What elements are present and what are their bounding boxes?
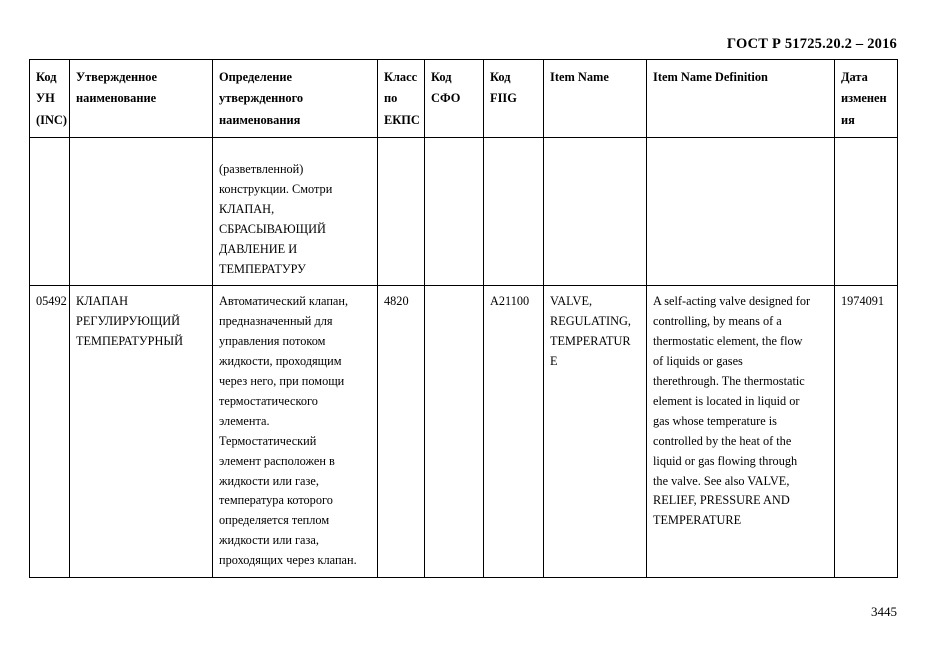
cell-fiig-code <box>484 137 544 285</box>
cell-ekps-class <box>378 137 425 285</box>
cell-approved-name <box>70 137 213 285</box>
cell-fiig-code <box>484 286 544 578</box>
text-line: TEMPERATURE <box>653 513 742 528</box>
header-line: СФО <box>431 91 461 106</box>
text-line: температура которого <box>219 493 333 508</box>
cell-ekps-class <box>378 286 425 578</box>
text-line: управления потоком <box>219 334 326 349</box>
cell-sfo-code <box>425 286 484 578</box>
header-line: Item Name Definition <box>653 70 768 84</box>
text-line: Автоматический клапан, <box>219 294 349 309</box>
text-line: liquid or gas flowing through <box>653 453 798 468</box>
table-body <box>30 137 898 577</box>
header-line: ЕКПС <box>384 112 420 127</box>
text-line: controlling, by means of a <box>653 314 782 329</box>
text-line: конструкции. Смотри <box>219 181 333 196</box>
text-line: thermostatic element, the flow <box>653 334 803 349</box>
header-line: изменен <box>841 91 887 106</box>
text-line: элемент расположен в <box>219 453 335 468</box>
header-line: Класс <box>384 70 418 84</box>
text-line: Термостатический <box>219 433 317 448</box>
cell-item-name <box>544 137 647 285</box>
text-line: жидкости или газе, <box>219 473 319 488</box>
text-line: через него, при помощи <box>219 374 345 389</box>
column-header-item-name <box>544 60 647 138</box>
header-line: Утвержденное <box>76 70 157 84</box>
spacer <box>219 144 372 160</box>
cell-item-name-definition <box>647 137 835 285</box>
standard-terms-table <box>29 59 898 578</box>
page-number: 3445 <box>871 604 897 619</box>
text-line: ТЕМПЕРАТУРНЫЙ <box>76 334 183 349</box>
table-row <box>30 286 898 578</box>
header-line: (INC) <box>36 112 67 127</box>
cell-inc-code <box>30 137 70 285</box>
text-line: controlled by the heat of the <box>653 433 792 448</box>
header-line: Код <box>431 70 452 84</box>
column-header-fiig-code <box>484 60 544 138</box>
header-line: Определение <box>219 70 293 84</box>
text-line: определяется теплом <box>219 513 330 528</box>
text-line: gas whose temperature is <box>653 413 777 428</box>
text-line: of liquids or gases <box>653 354 743 369</box>
text-line: VALVE, <box>550 294 593 309</box>
text-line: проходящих через клапан. <box>219 553 357 568</box>
text-line: REGULATING, <box>550 314 631 329</box>
text-line: РЕГУЛИРУЮЩИЙ <box>76 314 181 329</box>
column-header-approved-name <box>70 60 213 138</box>
header-line: УН <box>36 91 55 106</box>
table-header-row <box>30 60 898 138</box>
text-line: 1974091 <box>841 294 885 309</box>
cell-item-name-definition <box>647 286 835 578</box>
text-line: ТЕМПЕРАТУРУ <box>219 261 306 276</box>
cell-definition <box>213 137 378 285</box>
text-line: RELIEF, PRESSURE AND <box>653 493 790 508</box>
header-line: FIIG <box>490 91 517 106</box>
table-header <box>30 60 898 138</box>
text-line: 4820 <box>384 294 409 309</box>
cell-definition <box>213 286 378 578</box>
header-line: наименования <box>219 112 301 127</box>
text-line: КЛАПАН, <box>219 201 275 216</box>
text-line: the valve. See also VALVE, <box>653 473 790 488</box>
column-header-ekps-class <box>378 60 425 138</box>
text-line: ДАВЛЕНИЕ И <box>219 241 298 256</box>
cell-approved-name <box>70 286 213 578</box>
text-line: 05492 <box>36 294 67 309</box>
text-line: СБРАСЫВАЮЩИЙ <box>219 221 326 236</box>
column-header-change-date <box>835 60 898 138</box>
header-line: Дата <box>841 70 868 84</box>
column-header-definition <box>213 60 378 138</box>
text-line: therethrough. The thermostatic <box>653 374 805 389</box>
header-line: ия <box>841 112 855 127</box>
column-header-inc-code <box>30 60 70 138</box>
cell-sfo-code <box>425 137 484 285</box>
cell-inc-code <box>30 286 70 578</box>
header-line: Код <box>36 70 57 84</box>
header-line: Код <box>490 70 511 84</box>
column-header-item-name-definition <box>647 60 835 138</box>
text-line: жидкости или газа, <box>219 533 319 548</box>
text-line: (разветвленной) <box>219 161 304 176</box>
cell-item-name <box>544 286 647 578</box>
header-line: наименование <box>76 91 157 106</box>
header-line: Item Name <box>550 70 609 84</box>
text-line: термостатического <box>219 393 318 408</box>
column-header-sfo-code <box>425 60 484 138</box>
cell-change-date <box>835 286 898 578</box>
text-line: жидкости, проходящим <box>219 354 342 369</box>
text-line: E <box>550 354 558 369</box>
text-line: A21100 <box>490 294 530 309</box>
text-line: TEMPERATUR <box>550 334 631 349</box>
text-line: элемента. <box>219 413 270 428</box>
cell-change-date <box>835 137 898 285</box>
text-line: element is located in liquid or <box>653 393 800 408</box>
text-line: A self-acting valve designed for <box>653 294 811 309</box>
header-line: по <box>384 91 398 106</box>
document-header-title: ГОСТ Р 51725.20.2 – 2016 <box>726 36 897 52</box>
header-line: утвержденного <box>219 91 304 106</box>
table-row <box>30 137 898 285</box>
text-line: КЛАПАН <box>76 294 129 309</box>
text-line: предназначенный для <box>219 314 333 329</box>
